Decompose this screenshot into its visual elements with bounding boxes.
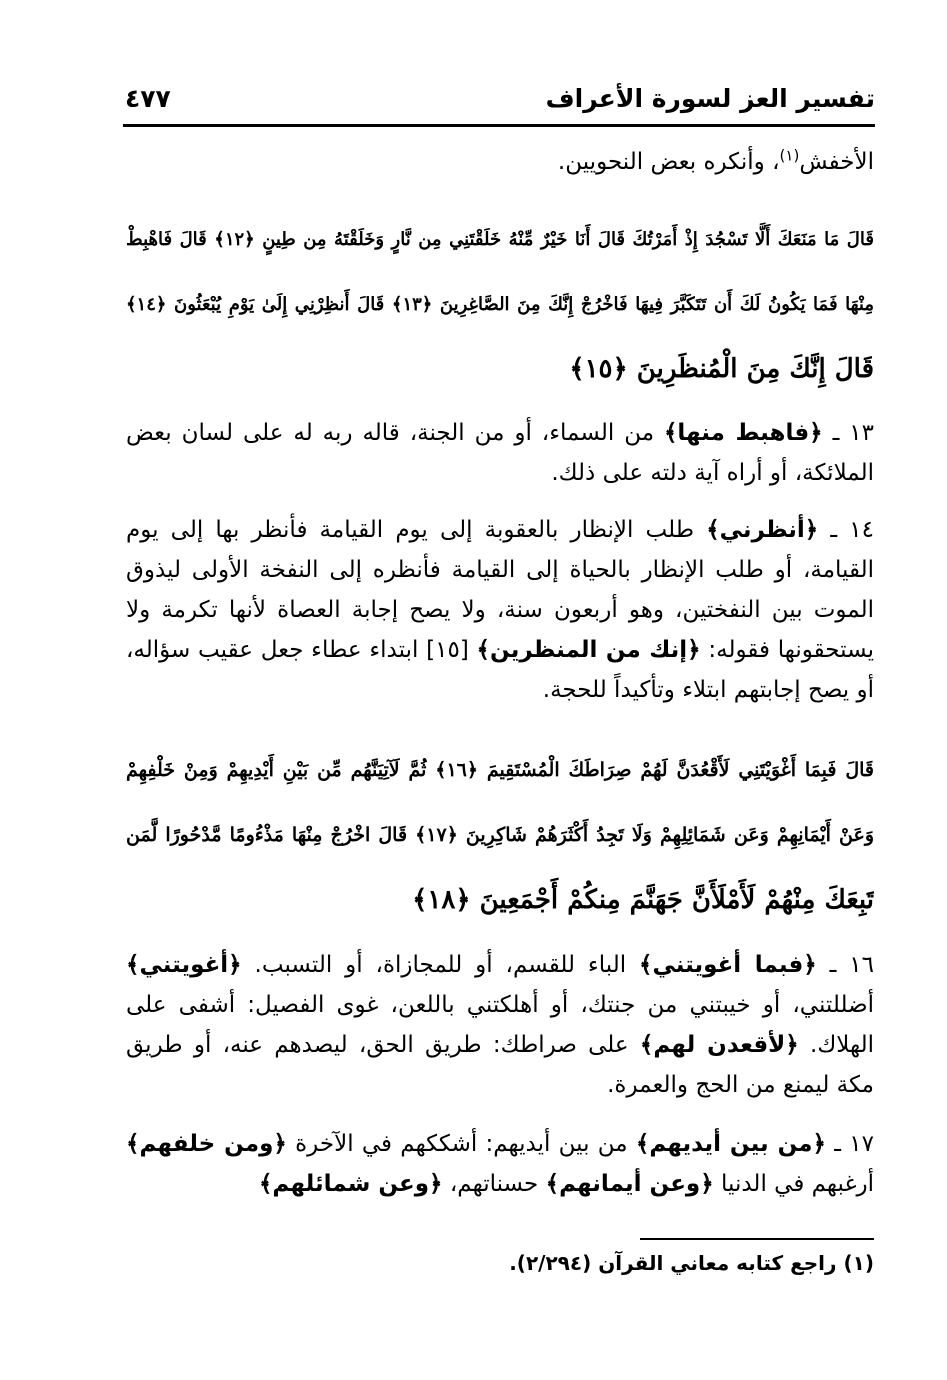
footnote: (١) راجع كتابه معاني القرآن (٢/٢٩٤). (509, 1251, 874, 1275)
quoted-phrase: ﴿إنك من المنظرين﴾ (476, 637, 701, 663)
commentary-text: من السماء، أو من الجنة، قاله ربه له على لسان بعض الملائكة، أو أراه آية دلته على ذلك. (126, 420, 874, 486)
quoted-phrase: ﴿من بين أيديهم﴾ (635, 1131, 827, 1157)
quoted-phrase: ﴿لأقعدن لهم﴾ (639, 1032, 799, 1058)
quoted-phrase: ﴿فاهبط منها﴾ (663, 420, 823, 446)
header-title: تفسير العز لسورة الأعراف (545, 84, 875, 113)
footnote-reference: (١) (779, 146, 800, 165)
quran-verse-block-1 (126, 207, 874, 402)
quoted-phrase: ﴿وعن شمائلهم﴾ (258, 1171, 443, 1197)
quoted-phrase: ﴿ومن خلفهم﴾ (126, 1131, 287, 1157)
running-header (125, 66, 875, 126)
commentary-paragraph-16 (126, 945, 874, 1105)
commentary-text: طلب الإنظار بالعقوبة إلى يوم القيامة فأنظر بها إلى يوم القيامة، أو طلب الإنظار بالحياة إلى القيامة فأنظره إلى النفخة الأولى ليذوق الموت بين النفختين، وهو أربعون سنة، ولا يصح إجابة العصاة لأنها تكرمة ولا يستحقونها فقوله: (126, 517, 874, 663)
quoted-phrase: ﴿أغويتني﴾ (126, 952, 242, 978)
verse-line: قَالَ مَا مَنَعَكَ أَلَّا تَسْجُدَ إِذْ أَمَرْتُكَ قَالَ أَنَا خَيْرٌ مِّنْهُ خَلَقْتَنِي مِن نَّارٍ وَخَلَقْتَهُ مِن طِينٍ ﴿١٢﴾ قَالَ فَاهْبِطْ (126, 229, 874, 250)
commentary-paragraph-14 (126, 510, 874, 710)
intro-text-before: الأخفش (799, 149, 874, 175)
verse-line: قَالَ إِنَّكَ مِنَ الْمُنظَرِينَ ﴿١٥﴾ (569, 354, 874, 384)
commentary-text: [١٥] ابتداء عطاء جعل عقيب سؤاله، أو يصح إجابتهم ابتلاء وتأكيداً للحجة. (126, 637, 874, 703)
page-number: ٤٧٧ (125, 84, 171, 113)
quoted-phrase: ﴿أنظرني﴾ (706, 517, 819, 543)
footnote-rule (640, 1238, 874, 1240)
verse-line: وَعَنْ أَيْمَانِهِمْ وَعَن شَمَائِلِهِمْ وَلَا تَجِدُ أَكْثَرَهُمْ شَاكِرِينَ ﴿١٧﴾ قَالَ اخْرُجْ مِنْهَا مَذْءُومًا مَّدْحُورًا لَّمَن (126, 824, 874, 846)
quoted-phrase: ﴿فبما أغويتني﴾ (639, 952, 817, 978)
commentary-text: أضللتني، أو خيبتني من جنتك، أو أهلكتني باللعن، غوى الفصيل: أشفى على الهلاك. (126, 992, 874, 1058)
verse-line: مِنْهَا فَمَا يَكُونُ لَكَ أَن تَتَكَبَّرَ فِيهَا فَاخْرُجْ إِنَّكَ مِنَ الصَّاغِرِينَ ﴿١٣﴾ قَالَ أَنظِرْنِي إِلَىٰ يَوْمِ يُبْعَثُونَ ﴿١٤﴾ (126, 294, 874, 315)
commentary-paragraph-17 (126, 1124, 874, 1204)
verse-number: ١٣ ـ (832, 420, 874, 446)
commentary-text: من بين أيديهم: أشككهم في الآخرة (286, 1131, 636, 1157)
quoted-phrase: ﴿وعن أيمانهم﴾ (545, 1171, 714, 1197)
verse-line: تَبِعَكَ مِنْهُمْ لَأَمْلَأَنَّ جَهَنَّمَ مِنكُمْ أَجْمَعِينَ ﴿١٨﴾ (412, 885, 874, 915)
commentary-text: أرغبهم في الدنيا (713, 1171, 874, 1197)
intro-line (126, 142, 874, 182)
verse-number: ١٦ ـ (829, 952, 875, 978)
quran-verse-block-2 (126, 738, 874, 933)
intro-text-after: ، وأنكره بعض النحويين. (557, 149, 780, 175)
commentary-text: على صراطك: طريق الحق، ليصدهم عنه، أو طريق مكة ليمنع من الحج والعمرة. (126, 1032, 874, 1098)
header-rule (123, 124, 875, 127)
verse-line: قَالَ فَبِمَا أَغْوَيْتَنِي لَأَقْعُدَنَّ لَهُمْ صِرَاطَكَ الْمُسْتَقِيمَ ﴿١٦﴾ ثُمَّ لَآتِيَنَّهُم مِّن بَيْنِ أَيْدِيهِمْ وَمِنْ خَلْفِهِمْ (126, 759, 874, 781)
commentary-text: حسناتهم، (442, 1171, 546, 1197)
verse-number: ١٤ ـ (830, 517, 874, 543)
commentary-text: الباء للقسم، أو للمجازاة، أو التسبب. (241, 952, 639, 978)
commentary-paragraph-13 (126, 413, 874, 493)
verse-number: ١٧ ـ (834, 1131, 874, 1157)
